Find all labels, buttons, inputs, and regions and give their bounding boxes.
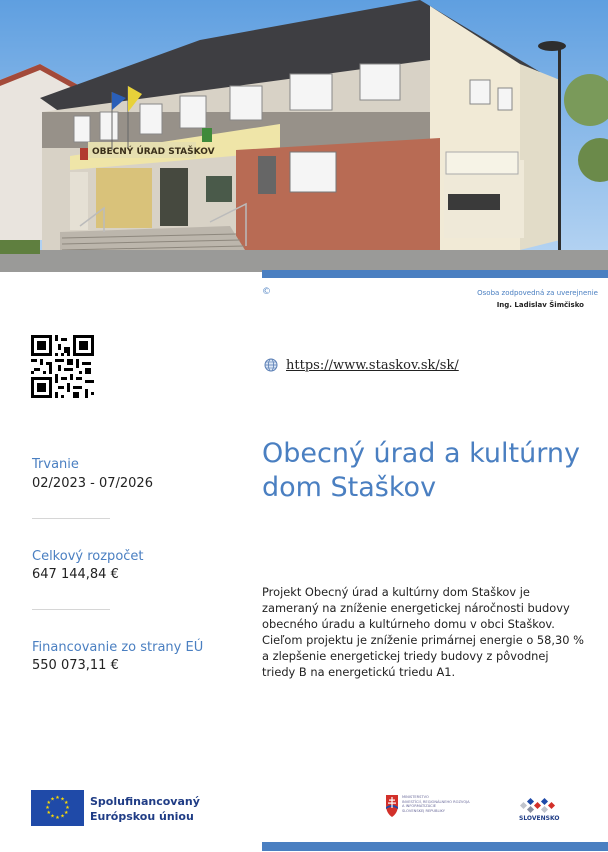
header-photo — [0, 0, 608, 272]
svg-text:★: ★ — [50, 813, 55, 820]
svg-text:★: ★ — [63, 810, 69, 816]
budget-label: Celkový rozpočet — [32, 549, 144, 564]
svg-text:★: ★ — [45, 805, 50, 811]
globe-icon — [264, 358, 278, 372]
description-paragraph: Projekt Obecný úrad a kultúrny dom Staškov je zameraný na zníženie energetickej náročnosti budovy obecného úradu a kultúrneho domu v obci Staškov. — [262, 585, 570, 631]
top-accent-bar — [262, 270, 608, 278]
eu-line-2: Európskou úniou — [90, 810, 194, 823]
duration-label: Trvanie — [32, 457, 79, 472]
budget-value: 647 144,84 € — [32, 567, 119, 582]
copyright-symbol: © — [262, 287, 271, 297]
eu-line-1: Spolufinancovaný — [90, 795, 200, 808]
eu-cofunding-text — [90, 794, 200, 824]
responsible-person-name: Ing. Ladislav Šimčisko — [496, 301, 584, 309]
bottom-accent-bar — [262, 842, 608, 851]
eu-flag-icon — [31, 790, 84, 826]
divider — [32, 609, 110, 610]
svg-text:★: ★ — [55, 795, 60, 801]
svg-text:★: ★ — [63, 800, 69, 806]
eu-funding-value: 550 073,11 € — [32, 658, 119, 673]
description-paragraph: Cieľom projektu je zníženie primárnej energie o 58,30 % a zlepšenie energetickej triedy budovy z pôvodnej triedy B na energetickú triedu A1. — [262, 633, 584, 679]
ministry-line: A INFORMATIZÁCIE — [402, 804, 436, 809]
divider — [32, 518, 110, 519]
svg-text:★: ★ — [55, 815, 60, 821]
svg-text:★: ★ — [65, 805, 70, 811]
website-link[interactable]: https://www.staskov.sk/sk/ — [286, 358, 459, 373]
ministry-line: SLOVENSKEJ REPUBLIKY — [402, 808, 445, 813]
svg-text:★: ★ — [46, 800, 52, 806]
svg-text:★: ★ — [46, 810, 52, 816]
ministry-name — [402, 795, 470, 813]
program-slovensko-text: SLOVENSKO — [519, 815, 560, 822]
svg-text:★: ★ — [50, 796, 55, 803]
project-title: Obecný úrad a kultúrny dom Staškov — [262, 438, 580, 503]
project-description — [262, 584, 584, 680]
ministry-line: MINISTERSTVO — [402, 795, 429, 799]
eu-funding-label: Financovanie zo strany EÚ — [32, 640, 204, 655]
qr-code — [31, 335, 94, 398]
svg-text:OBECNÝ ÚRAD STAŠKOV: OBECNÝ ÚRAD STAŠKOV — [92, 147, 215, 157]
svg-text:★: ★ — [60, 813, 65, 820]
ministry-line: INVESTÍCIÍ, REGIONÁLNEHO ROZVOJA — [402, 799, 470, 804]
duration-value: 02/2023 - 07/2026 — [32, 476, 153, 491]
responsible-person-label: Osoba zodpovedná za uverejnenie — [477, 289, 598, 297]
svg-text:★: ★ — [60, 796, 65, 803]
